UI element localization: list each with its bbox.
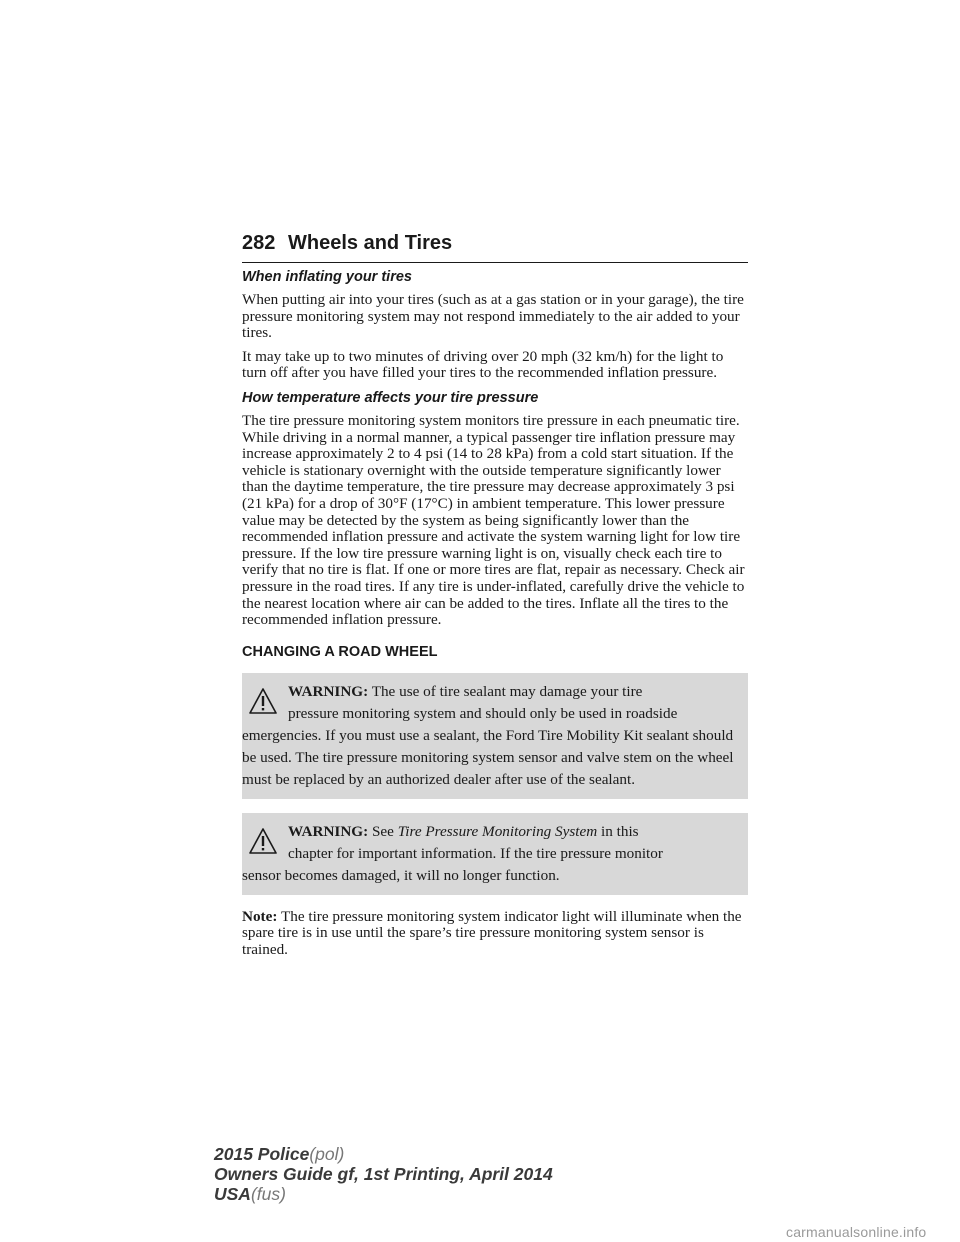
document-footer xyxy=(214,1144,553,1204)
warning-text-line2: chapter for important information. If the tire pressure monitor xyxy=(288,844,663,862)
heading-temperature: How temperature affects your tire pressure xyxy=(242,389,539,406)
warning-label: WARNING: xyxy=(288,682,369,700)
warning-box-tpms xyxy=(242,813,748,895)
note-paragraph xyxy=(242,909,748,959)
paragraph-inflating-2: It may take up to two minutes of driving over 20 mph (32 km/h) for the light to turn off after you have filled your tires to the recommended inflation pressure. xyxy=(242,347,724,382)
footer-model: 2015 Police xyxy=(214,1144,310,1164)
paragraph-inflating-1: When putting air into your tires (such as at a gas station or in your garage), the tire pressure monitoring system may not respond immediately to the air added to your tires. xyxy=(242,291,744,342)
page-number: 282 xyxy=(242,232,276,254)
heading-changing-wheel: CHANGING A ROAD WHEEL xyxy=(242,643,438,660)
page-header xyxy=(242,228,748,263)
warning-triangle-icon xyxy=(248,827,278,855)
warning-see: See xyxy=(371,822,394,840)
warning-text-line1: The use of tire sealant may damage your tire xyxy=(371,682,643,700)
warning-box-sealant xyxy=(242,673,748,799)
warning-after-ref: in this xyxy=(601,822,639,840)
note-label: Note: xyxy=(242,907,278,925)
footer-market: USA xyxy=(214,1184,251,1204)
cross-reference-link[interactable]: Tire Pressure Monitoring System xyxy=(397,822,598,840)
warning-label: WARNING: xyxy=(288,822,369,840)
page-content xyxy=(242,268,748,965)
warning-text-rest: emergencies. If you must use a sealant, the Ford Tire Mobility Kit sealant should be used. The tire pressure monitoring system sensor and valve stem on the wheel must be replaced by an authorized dealer after use of the sealant. xyxy=(242,726,734,788)
warning-text-line2: pressure monitoring system and should only be used in roadside xyxy=(288,704,678,722)
footer-market-code: (fus) xyxy=(250,1184,286,1204)
footer-model-code: (pol) xyxy=(309,1144,345,1164)
warning-triangle-icon xyxy=(248,687,278,715)
paragraph-temperature: The tire pressure monitoring system monitors tire pressure in each pneumatic tire. While driving in a normal manner, a typical passenger tire inflation pressure may increase approximately 2 to 4 psi (14 to 28 kPa) from a cold start situation. If the vehicle is stationary overnight with the outside temperature significantly lower than the daytime temperature, the tire pressure may decrease approximately 3 psi (21 kPa) for a drop of 30°F (17°C) in ambient temperature. This lower pressure value may be detected by the system as being significantly lower than the recommended inflation pressure and activate the system warning light for low tire pressure. If the low tire pressure warning light is on, visually check each tire to verify that no tire is flat. If one or more tires are flat, repair as necessary. Check air pressure in the road tires. If any tire is under-inflated, carefully drive the vehicle to the nearest location where air can be added to the tires. Inflate all the tires to the recommended inflation pressure. xyxy=(242,411,745,629)
footer-guide-info: Owners Guide gf, 1st Printing, April 2014 xyxy=(214,1164,553,1184)
warning-text-rest: sensor becomes damaged, it will no longer function. xyxy=(242,866,560,884)
note-text: The tire pressure monitoring system indicator light will illuminate when the spare tire is in use until the spare’s tire pressure monitoring system sensor is trained. xyxy=(242,907,742,958)
chapter-title: Wheels and Tires xyxy=(288,232,453,254)
watermark-text: carmanualsonline.info xyxy=(786,1224,927,1240)
heading-inflating: When inflating your tires xyxy=(242,269,412,285)
